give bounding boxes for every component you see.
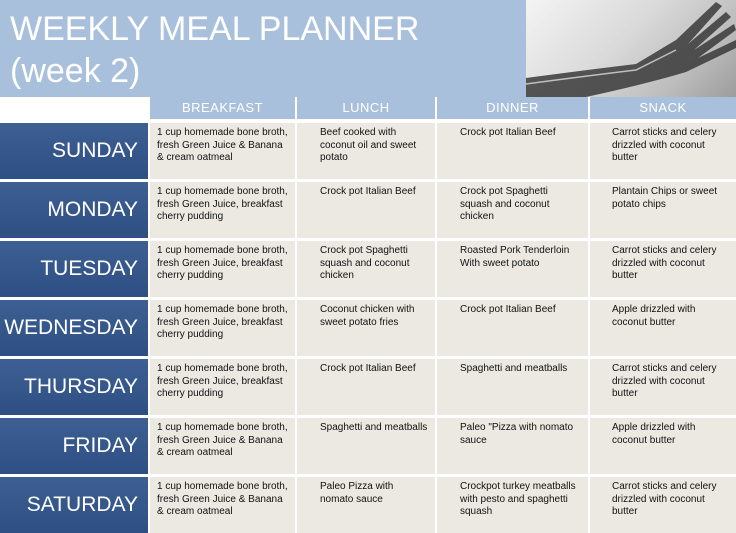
day-label: MONDAY xyxy=(0,182,148,238)
dinner-cell: Crock pot Spaghetti squash and coconut chicken xyxy=(437,182,588,238)
lunch-cell: Crock pot Spaghetti squash and coconut chicken xyxy=(297,241,435,297)
dinner-cell: Crock pot Italian Beef xyxy=(437,300,588,356)
dinner-cell: Crockpot turkey meatballs with pesto and spaghetti squash xyxy=(437,477,588,533)
table-row xyxy=(0,418,736,474)
lunch-cell: Beef cooked with coconut oil and sweet potato xyxy=(297,123,435,179)
lunch-cell: Crock pot Italian Beef xyxy=(297,182,435,238)
dinner-cell: Paleo "Pizza with nomato sauce xyxy=(437,418,588,474)
snack-cell: Plantain Chips or sweet potato chips xyxy=(590,182,736,238)
table-row xyxy=(0,300,736,356)
breakfast-cell: 1 cup homemade bone broth, fresh Green Juice & Banana & cream oatmeal xyxy=(150,418,295,474)
snack-cell: Carrot sticks and celery drizzled with coconut butter xyxy=(590,241,736,297)
dinner-cell: Crock pot Italian Beef xyxy=(437,123,588,179)
breakfast-cell: 1 cup homemade bone broth, fresh Green Juice, breakfast cherry pudding xyxy=(150,300,295,356)
breakfast-cell: 1 cup homemade bone broth, fresh Green Juice & Banana & cream oatmeal xyxy=(150,123,295,179)
column-header-dinner: DINNER xyxy=(437,97,588,119)
day-label: FRIDAY xyxy=(0,418,148,474)
dinner-cell: Spaghetti and meatballs xyxy=(437,359,588,415)
fork-icon xyxy=(526,0,736,97)
breakfast-cell: 1 cup homemade bone broth, fresh Green Juice & Banana & cream oatmeal xyxy=(150,477,295,533)
snack-cell: Carrot sticks and celery drizzled with coconut butter xyxy=(590,477,736,533)
lunch-cell: Paleo Pizza with nomato sauce xyxy=(297,477,435,533)
day-label: THURSDAY xyxy=(0,359,148,415)
breakfast-cell: 1 cup homemade bone broth, fresh Green Juice, breakfast cherry pudding xyxy=(150,241,295,297)
lunch-cell: Spaghetti and meatballs xyxy=(297,418,435,474)
fork-photo xyxy=(526,0,736,97)
snack-cell: Carrot sticks and celery drizzled with coconut butter xyxy=(590,359,736,415)
page-title: WEEKLY MEAL PLANNER xyxy=(10,10,420,48)
table-row xyxy=(0,359,736,415)
page-subtitle: (week 2) xyxy=(10,52,141,90)
breakfast-cell: 1 cup homemade bone broth, fresh Green Juice, breakfast cherry pudding xyxy=(150,182,295,238)
day-label: TUESDAY xyxy=(0,241,148,297)
table-row xyxy=(0,123,736,179)
column-header-breakfast: BREAKFAST xyxy=(150,97,295,119)
snack-cell: Apple drizzled with coconut butter xyxy=(590,418,736,474)
column-header-row xyxy=(0,97,736,119)
snack-cell: Apple drizzled with coconut butter xyxy=(590,300,736,356)
column-header-lunch: LUNCH xyxy=(297,97,435,119)
day-label: SUNDAY xyxy=(0,123,148,179)
lunch-cell: Crock pot Italian Beef xyxy=(297,359,435,415)
table-row xyxy=(0,182,736,238)
dinner-cell: Roasted Pork Tenderloin With sweet potato xyxy=(437,241,588,297)
table-row xyxy=(0,477,736,533)
table-row xyxy=(0,241,736,297)
column-header-snack: SNACK xyxy=(590,97,736,119)
title-banner xyxy=(0,0,526,97)
lunch-cell: Coconut chicken with sweet potato fries xyxy=(297,300,435,356)
snack-cell: Carrot sticks and celery drizzled with coconut butter xyxy=(590,123,736,179)
day-label: WEDNESDAY xyxy=(0,300,148,356)
day-label: SATURDAY xyxy=(0,477,148,533)
breakfast-cell: 1 cup homemade bone broth, fresh Green Juice, breakfast cherry pudding xyxy=(150,359,295,415)
